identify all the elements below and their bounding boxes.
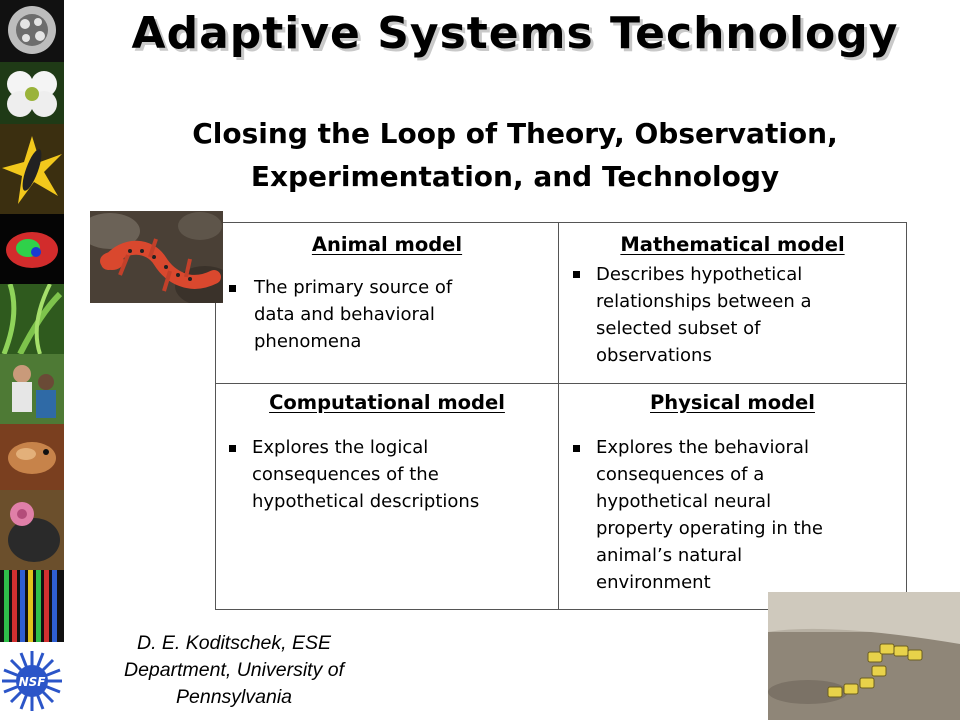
author-credit [82,630,386,711]
text-line: Describes hypothetical [596,264,803,285]
text-line: environment [596,572,711,593]
physical-model-heading: Physical model [650,391,815,414]
star-nosed-mole-image [0,490,64,570]
text-line: The primary source of [254,277,453,298]
image-strip [0,0,64,720]
model-grid [215,222,907,610]
grid-divider-horizontal [216,383,906,384]
text-line: Explores the logical [252,437,429,458]
credit-line-3: Pennsylvania [176,686,292,708]
subtitle-line-1: Closing the Loop of Theory, Observation, [192,117,838,150]
text-line: property operating in the [596,518,824,539]
salamander-photo [90,211,223,303]
snake-robot-photo [768,592,960,720]
slide-title: Adaptive Systems Technology [131,8,899,59]
fluorescent-cell-image [0,214,64,284]
text-line: animal’s natural [596,545,743,566]
mathematical-model-heading: Mathematical model [620,233,845,256]
animal-model-description [254,274,554,355]
frog-image [0,424,64,490]
subtitle-line-2: Experimentation, and Technology [250,160,780,193]
mathematical-model-description [596,261,901,369]
text-line: relationships between a [596,291,812,312]
text-line: data and behavioral [254,304,435,325]
bullet-marker [573,445,580,452]
computational-model-description [252,434,557,515]
credit-line-2: Department, University of [124,659,344,681]
text-line: consequences of a [596,464,765,485]
bullet-marker [573,271,580,278]
dna-sequence-image [0,570,64,642]
nsf-logo [0,642,64,720]
bullet-marker [229,445,236,452]
yellow-flower-beetle-image [0,124,64,214]
bullet-marker [229,285,236,292]
corn-plants-image [0,284,64,354]
white-flower-image [0,62,64,124]
text-line: Explores the behavioral [596,437,809,458]
physical-model-description [596,434,901,596]
text-line: selected subset of [596,318,761,339]
nsf-logo-text: NSF [18,675,46,689]
text-line: phenomena [254,331,362,352]
grid-divider-vertical [558,223,559,609]
text-line: observations [596,345,712,366]
slide-subtitle [110,112,920,198]
computational-model-heading: Computational model [269,391,505,414]
text-line: consequences of the [252,464,439,485]
text-line: hypothetical descriptions [252,491,480,512]
radiolarian-image [0,0,64,62]
researchers-field-image [0,354,64,424]
animal-model-heading: Animal model [311,233,463,256]
credit-line-1: D. E. Koditschek, ESE [136,632,331,654]
text-line: hypothetical neural [596,491,772,512]
